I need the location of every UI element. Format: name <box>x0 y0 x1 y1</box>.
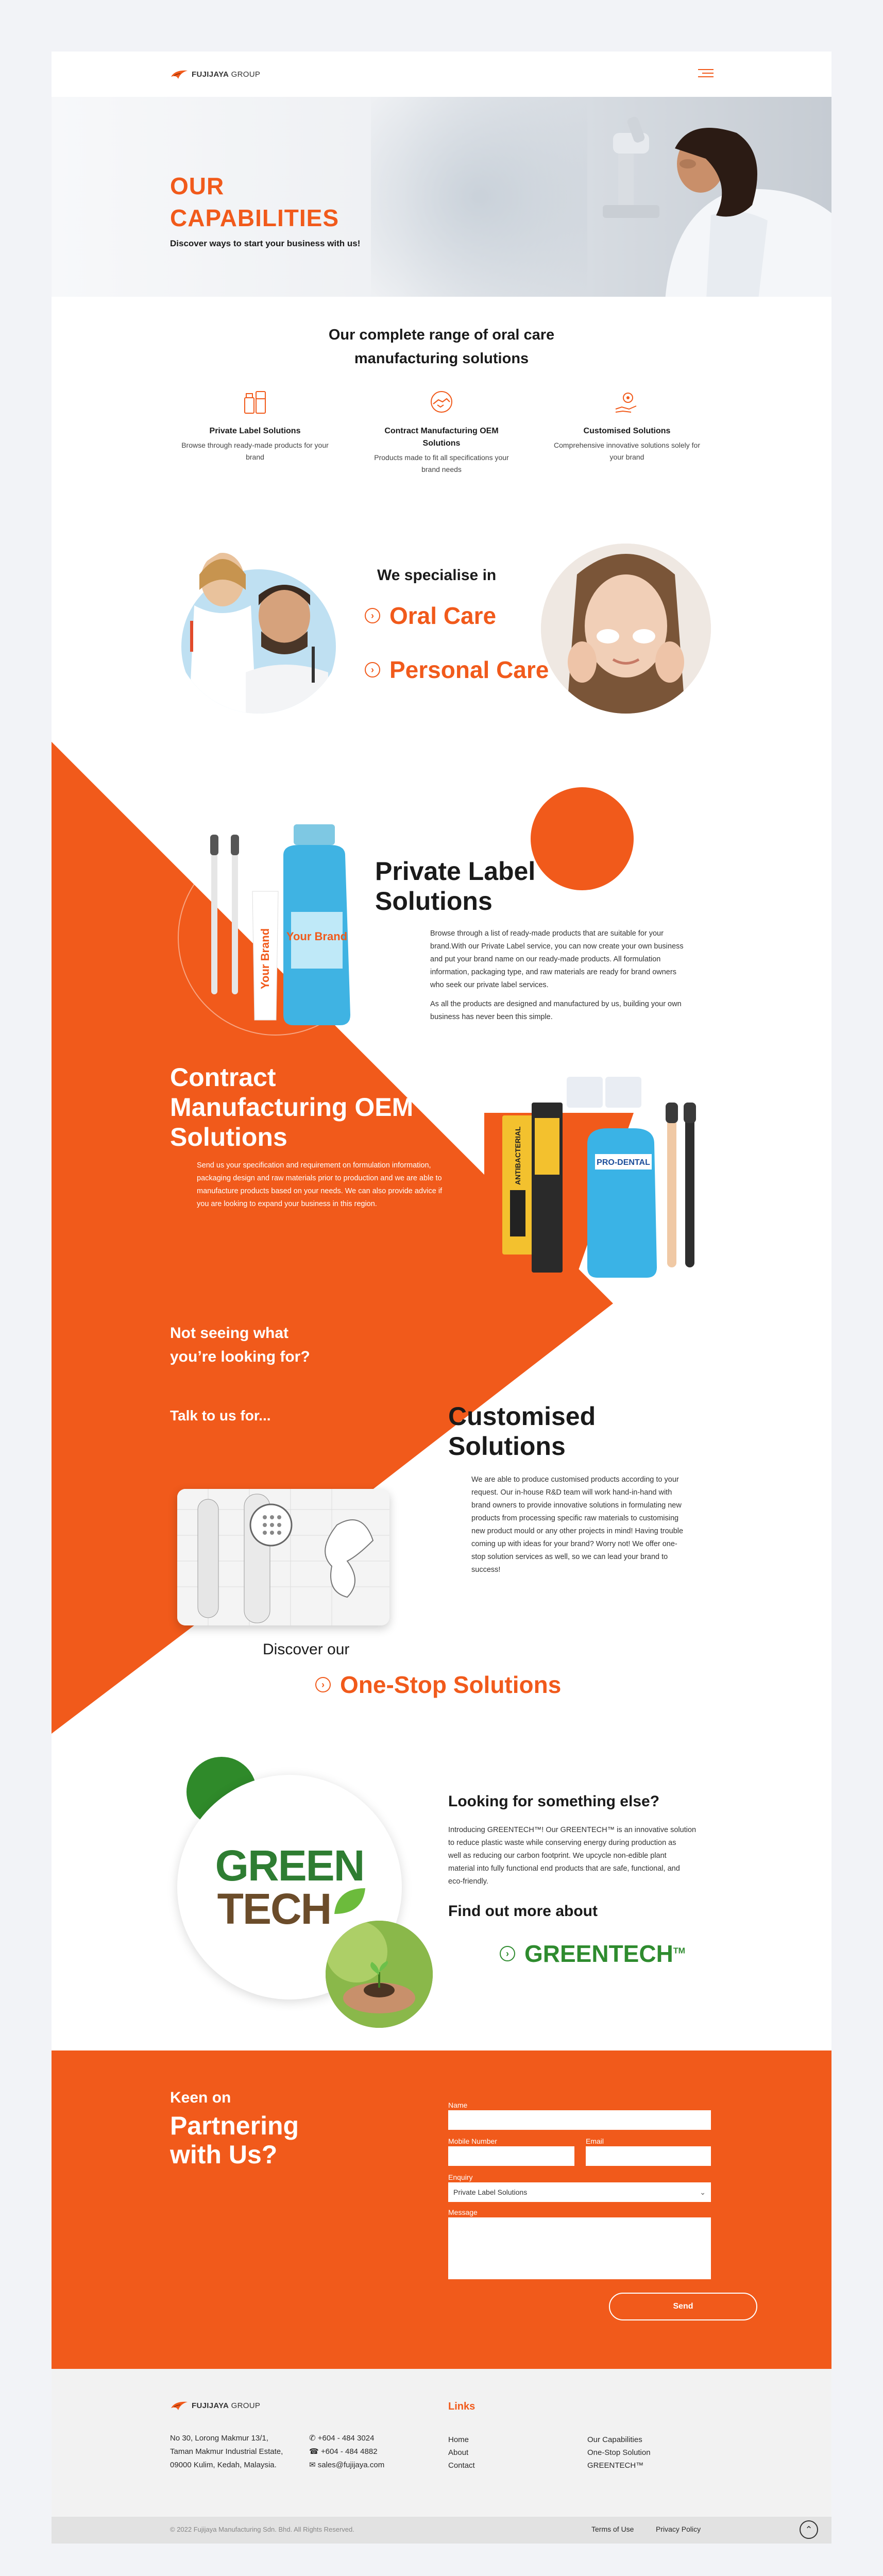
oral-care-link[interactable]: › Oral Care <box>365 602 496 630</box>
greentech-logo-green: GREEN <box>215 1841 364 1890</box>
product-brand-text: Your Brand <box>259 928 271 989</box>
footer-address: No 30, Lorong Makmur 13/1, Taman Makmur Industrial Estate, 09000 Kulim, Kedah, Malaysia. <box>170 2434 283 2469</box>
chevron-right-icon: › <box>500 1946 515 1961</box>
toothbrush-design-image <box>177 1489 389 1625</box>
woman-skincare-image <box>541 544 711 714</box>
footer-contact-info <box>309 2432 384 2472</box>
specialise-title: We specialise in <box>377 567 497 584</box>
contract-manufacturing-description: Send us your specification and requirement on formulation information, packaging design and raw materials prior to production and we are able to manufacture products based on your needs. We can also provide advice if you are looking to expand your business in this region. <box>197 1161 443 1208</box>
handshake-icon <box>426 386 457 417</box>
brand-bird-icon <box>170 69 189 80</box>
product-brand-text-2: Your Brand <box>286 930 348 943</box>
contract-products-image <box>500 1072 716 1288</box>
email-field[interactable] <box>586 2146 711 2166</box>
enquiry-label: Enquiry <box>448 2173 473 2181</box>
leaf-icon <box>332 1886 368 1917</box>
privacy-link[interactable]: Privacy Policy <box>656 2525 701 2533</box>
phone-icon: ✆ <box>309 2434 318 2443</box>
feature-customised <box>542 386 712 463</box>
private-label-description: Browse through a list of ready-made products that are suitable for your brand.With our Private Label service, you can now create your own business and put your brand name on our ready-made products. All formulation information, packaging type, and raw materials are ready for brand owners who seek our private label services. As all the products are designed and manufactured by us, building your own business has never been this simple. <box>430 929 684 1021</box>
site-header <box>52 52 831 97</box>
name-field[interactable] <box>448 2110 711 2130</box>
footer-link-greentech[interactable]: GREENTECH™ <box>587 2461 644 2470</box>
orange-decor-circle <box>531 787 634 890</box>
feature-contract-manufacturing <box>356 386 527 476</box>
footer-fax: +604 - 484 4882 <box>320 2447 378 2456</box>
greentech-description: Introducing GREENTECH™! Our GREENTECH™ is an innovative solution to reduce plastic waste while conserving energy during production as well as reducing our carbon footprint. We upcycle non-edible plant material into fully functional end products that are safe, functional, and eco-friendly. <box>448 1826 697 1886</box>
scientist-microscope-image <box>582 97 831 297</box>
hero-title-line1: OUR <box>170 173 225 199</box>
greentech-logo-tech: TECH <box>217 1885 331 1933</box>
keen-on-text: Keen on <box>170 2089 231 2106</box>
email-icon: ✉ <box>309 2461 318 2469</box>
chevron-right-icon: › <box>365 608 380 623</box>
customised-title: Customised Solutions <box>448 1402 596 1461</box>
looking-else-title: Looking for something else? <box>448 1793 660 1810</box>
partnering-title: Partnering with Us? <box>170 2111 299 2169</box>
footer-link-capabilities[interactable]: Our Capabilities <box>587 2435 642 2444</box>
footer-link-contact[interactable]: Contact <box>448 2461 475 2470</box>
footer-email[interactable]: sales@fujijaya.com <box>317 2461 385 2469</box>
feature-desc: Browse through ready-made products for your brand <box>181 441 329 461</box>
chevron-right-icon: › <box>365 662 380 677</box>
brand-name-light: GROUP <box>231 70 261 79</box>
feature-desc: Comprehensive innovative solutions solely for your brand <box>553 441 701 461</box>
gear-hand-icon <box>612 386 642 417</box>
name-label: Name <box>448 2101 468 2109</box>
mobile-label: Mobile Number <box>448 2137 497 2145</box>
feature-private-label <box>170 386 340 463</box>
feature-desc: Products made to fit all specifications your brand needs <box>374 453 509 473</box>
greentech-link[interactable]: › GREENTECH™ <box>500 1940 685 1968</box>
brand-logo[interactable] <box>170 69 260 80</box>
chevron-down-icon: ⌄ <box>700 2188 706 2196</box>
send-button[interactable]: Send <box>609 2293 757 2320</box>
hero-subtitle: Discover ways to start your business with us! <box>170 239 361 248</box>
svg-text:ANTIBACTERIAL: ANTIBACTERIAL <box>514 1126 522 1185</box>
family-photo-image <box>174 544 344 714</box>
terms-link[interactable]: Terms of Use <box>591 2525 634 2533</box>
private-label-products-image <box>201 814 366 1030</box>
scroll-to-top-icon[interactable]: ⌃ <box>800 2520 818 2539</box>
message-field[interactable] <box>448 2217 711 2279</box>
feature-title: Private Label Solutions <box>209 427 301 435</box>
range-section-title: Our complete range of oral care manufacturing solutions <box>328 327 555 367</box>
find-out-more-title: Find out more about <box>448 1903 598 1920</box>
mobile-number-field[interactable] <box>448 2146 574 2166</box>
copyright-text: © 2022 Fujijaya Manufacturing Sdn. Bhd. All Rights Reserved. <box>170 2526 354 2533</box>
personal-care-link[interactable]: › Personal Care <box>365 656 549 684</box>
seedling-hands-image <box>326 1921 433 2028</box>
private-label-title: Private Label Solutions <box>375 857 536 916</box>
hero-title <box>170 170 339 234</box>
menu-hamburger-icon[interactable] <box>698 69 714 79</box>
brand-bird-icon <box>170 2400 189 2411</box>
footer-logo[interactable]: FUJIJAYA GROUP <box>170 2400 260 2411</box>
hero-banner <box>52 97 831 297</box>
discover-text: Discover our <box>263 1641 350 1658</box>
footer-links-title: Links <box>448 2401 476 2412</box>
footer-bottom-bar <box>52 2517 831 2544</box>
talk-to-us-heading: Talk to us for... <box>170 1408 271 1423</box>
footer-link-about[interactable]: About <box>448 2448 469 2457</box>
chevron-right-icon: › <box>315 1677 331 1692</box>
fax-icon: ☎ <box>309 2447 321 2456</box>
message-label: Message <box>448 2208 478 2216</box>
product-jars-icon <box>240 386 270 417</box>
contact-section <box>52 2050 831 2369</box>
footer-phone[interactable]: +604 - 484 3024 <box>317 2434 375 2443</box>
feature-title: Customised Solutions <box>583 427 671 435</box>
contract-manufacturing-title: Contract Manufacturing OEM Solutions <box>170 1063 414 1151</box>
footer-link-one-stop[interactable]: One-Stop Solution <box>587 2448 651 2457</box>
footer-link-home[interactable]: Home <box>448 2435 469 2444</box>
email-label: Email <box>586 2137 604 2145</box>
one-stop-solutions-link[interactable]: › One-Stop Solutions <box>315 1671 561 1699</box>
brand-name-bold: FUJIJAYA <box>192 70 229 79</box>
svg-text:PRO-DENTAL: PRO-DENTAL <box>597 1158 650 1167</box>
enquiry-selected-value: Private Label Solutions <box>453 2188 528 2196</box>
customised-description: We are able to produce customised products according to your request. Our in-house R&D team will work hand-in-hand with brand owners to provide innovative solutions in formulating new products from processing specific raw materials to customising new product mould or any other projects in mind! Having trouble coming up with ideas for your brand? Worry not! We offer one- stop solution services as well, so we can lead your brand to success! <box>471 1476 684 1574</box>
enquiry-select[interactable] <box>448 2182 711 2202</box>
not-seeing-heading: Not seeing what you’re looking for? <box>170 1325 310 1365</box>
hero-title-line2: CAPABILITIES <box>170 205 339 231</box>
page <box>52 52 831 2544</box>
feature-title: Contract Manufacturing OEM Solutions <box>384 427 499 448</box>
